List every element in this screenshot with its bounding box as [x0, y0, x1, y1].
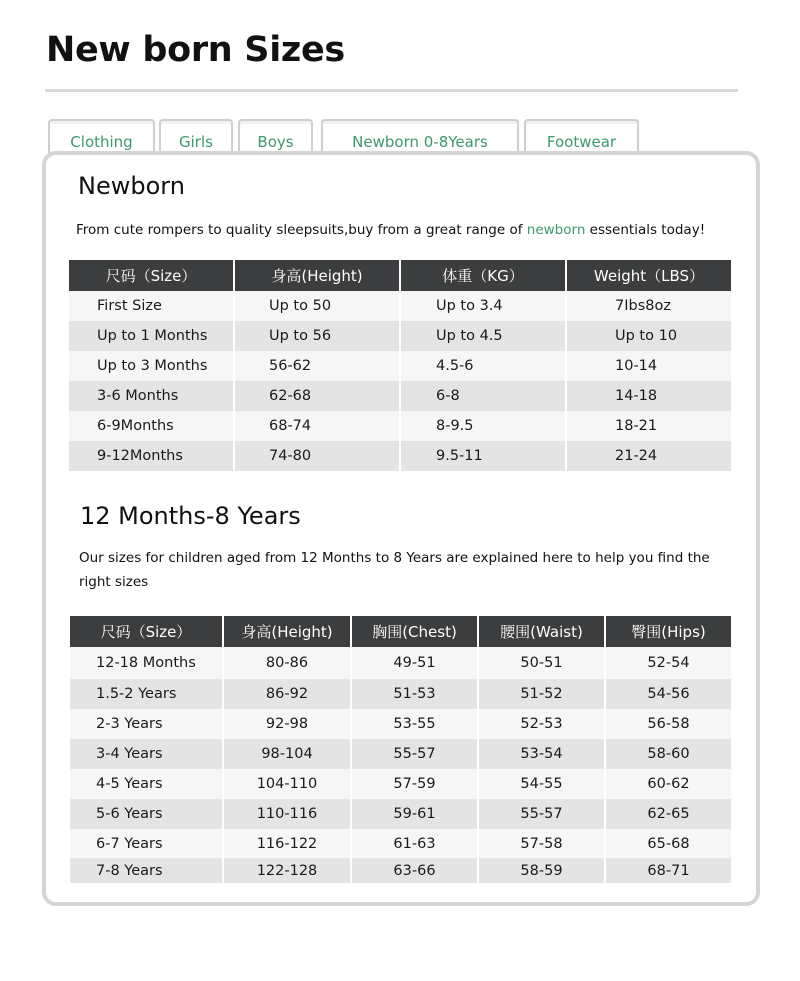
table-row: [70, 769, 731, 799]
table-cell: Up to 3 Months: [69, 351, 234, 381]
column-header-chest: 胸围(Chest): [351, 616, 478, 647]
table-cell: 55-57: [478, 799, 605, 829]
table-cell: 14-18: [566, 381, 731, 411]
table-cell: 54-56: [605, 679, 731, 709]
tab-boys[interactable]: Boys: [238, 119, 313, 159]
title-divider: [45, 89, 738, 92]
column-header-size: 尺码（Size）: [70, 616, 223, 647]
table-row: [70, 858, 731, 883]
kids-intro: Our sizes for children aged from 12 Months to 8 Years are explained here to help you find the right sizes: [79, 550, 710, 590]
table-row: [69, 441, 731, 471]
table-row: [69, 411, 731, 441]
table-cell: 122-128: [223, 858, 351, 883]
table-row: [69, 321, 731, 351]
table-cell: 53-55: [351, 709, 478, 739]
table-cell: 68-74: [234, 411, 400, 441]
table-cell: 3-4 Years: [70, 739, 223, 769]
table-cell: 92-98: [223, 709, 351, 739]
table-cell: 21-24: [566, 441, 731, 471]
table-cell: 6-7 Years: [70, 829, 223, 858]
table-cell: 52-53: [478, 709, 605, 739]
tab-clothing[interactable]: Clothing: [48, 119, 155, 159]
table-header-row: [70, 616, 731, 647]
table-cell: 54-55: [478, 769, 605, 799]
table-cell: 51-52: [478, 679, 605, 709]
table-row: [69, 381, 731, 411]
table-cell: Up to 1 Months: [69, 321, 234, 351]
table-cell: 62-68: [234, 381, 400, 411]
column-header-weight-lbs: Weight（LBS）: [566, 260, 731, 291]
table-cell: 9-12Months: [69, 441, 234, 471]
table-row: [70, 739, 731, 769]
table-cell: 49-51: [351, 647, 478, 679]
table-cell: 10-14: [566, 351, 731, 381]
newborn-link[interactable]: newborn: [526, 222, 586, 238]
table-row: [69, 351, 731, 381]
tab-footwear[interactable]: Footwear: [524, 119, 639, 159]
table-cell: 3-6 Months: [69, 381, 234, 411]
table-cell: 57-59: [351, 769, 478, 799]
column-header-height: 身高(Height): [223, 616, 351, 647]
table-cell: 61-63: [351, 829, 478, 858]
table-cell: 58-60: [605, 739, 731, 769]
table-cell: First Size: [69, 291, 234, 321]
column-header-waist: 腰围(Waist): [478, 616, 605, 647]
column-header-size: 尺码（Size）: [69, 260, 234, 291]
column-header-height: 身高(Height): [234, 260, 400, 291]
table-cell: Up to 3.4: [400, 291, 566, 321]
table-cell: Up to 4.5: [400, 321, 566, 351]
table-cell: 4-5 Years: [70, 769, 223, 799]
table-cell: 60-62: [605, 769, 731, 799]
newborn-section-title: Newborn: [78, 172, 185, 200]
table-cell: 4.5-6: [400, 351, 566, 381]
table-cell: 98-104: [223, 739, 351, 769]
table-cell: 74-80: [234, 441, 400, 471]
table-cell: 9.5-11: [400, 441, 566, 471]
table-cell: 65-68: [605, 829, 731, 858]
newborn-intro: From cute rompers to quality sleepsuits,buy from a great range of newborn essentials today!: [76, 222, 706, 238]
tab-girls[interactable]: Girls: [159, 119, 233, 159]
table-cell: 62-65: [605, 799, 731, 829]
table-cell: 59-61: [351, 799, 478, 829]
table-cell: 12-18 Months: [70, 647, 223, 679]
table-cell: 7-8 Years: [70, 858, 223, 883]
table-row: [69, 291, 731, 321]
table-row: [70, 829, 731, 858]
tab-newborn-0-8years[interactable]: Newborn 0-8Years: [321, 119, 519, 159]
table-cell: 58-59: [478, 858, 605, 883]
table-cell: 5-6 Years: [70, 799, 223, 829]
table-cell: 104-110: [223, 769, 351, 799]
kids-section-title: 12 Months-8 Years: [80, 502, 301, 530]
table-cell: 57-58: [478, 829, 605, 858]
column-header-hips: 臀围(Hips): [605, 616, 731, 647]
table-cell: 6-9Months: [69, 411, 234, 441]
table-cell: 2-3 Years: [70, 709, 223, 739]
table-cell: 55-57: [351, 739, 478, 769]
table-cell: 50-51: [478, 647, 605, 679]
table-cell: 7Ibs8oz: [566, 291, 731, 321]
table-cell: 86-92: [223, 679, 351, 709]
table-cell: 52-54: [605, 647, 731, 679]
table-cell: 18-21: [566, 411, 731, 441]
table-cell: 63-66: [351, 858, 478, 883]
table-row: [70, 709, 731, 739]
table-cell: 110-116: [223, 799, 351, 829]
table-cell: 56-62: [234, 351, 400, 381]
page-title: New born Sizes: [46, 30, 345, 70]
table-cell: 53-54: [478, 739, 605, 769]
table-cell: 6-8: [400, 381, 566, 411]
table-cell: 51-53: [351, 679, 478, 709]
table-cell: 68-71: [605, 858, 731, 883]
table-row: [70, 679, 731, 709]
table-header-row: [69, 260, 731, 291]
table-cell: 80-86: [223, 647, 351, 679]
table-cell: Up to 10: [566, 321, 731, 351]
kids-size-table: [70, 616, 731, 883]
table-cell: 8-9.5: [400, 411, 566, 441]
table-cell: 1.5-2 Years: [70, 679, 223, 709]
table-cell: Up to 56: [234, 321, 400, 351]
table-cell: 116-122: [223, 829, 351, 858]
table-cell: Up to 50: [234, 291, 400, 321]
table-row: [70, 799, 731, 829]
table-row: [70, 647, 731, 679]
table-cell: 56-58: [605, 709, 731, 739]
newborn-size-table: [69, 260, 731, 471]
column-header-weight-kg: 体重（KG）: [400, 260, 566, 291]
